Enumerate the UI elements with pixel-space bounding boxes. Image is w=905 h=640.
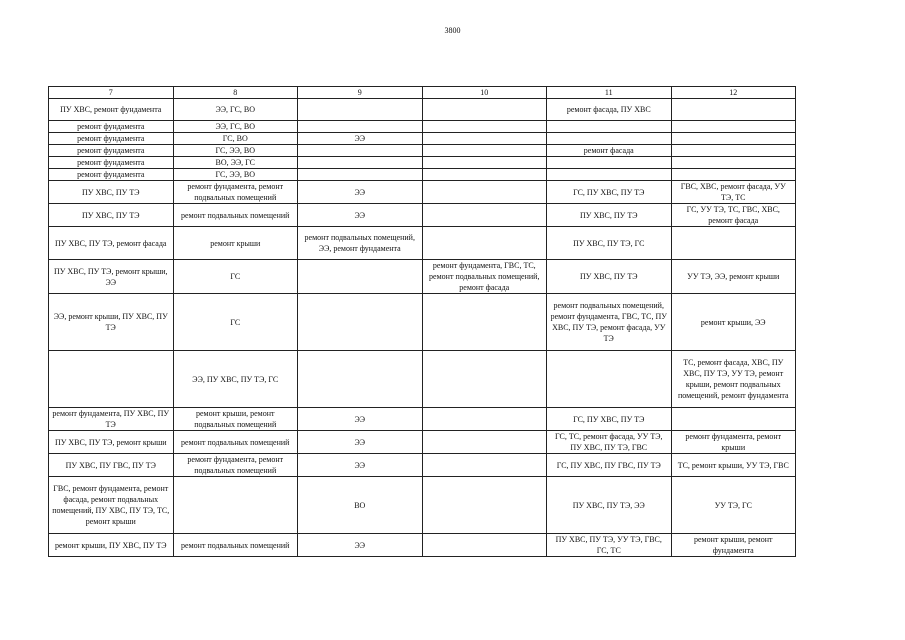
table-cell: ГС, ПУ ХВС, ПУ ТЭ: [547, 408, 672, 431]
table-cell: [671, 227, 796, 260]
table-cell: ремонт фундамента, ремонт крыши: [671, 431, 796, 454]
table-cell: ВО, ЭЭ, ГС: [173, 157, 298, 169]
table-cell: ПУ ХВС, ремонт фундамента: [49, 99, 174, 121]
table-cell: ЭЭ: [298, 204, 423, 227]
table-cell: [547, 121, 672, 133]
table-cell: [298, 169, 423, 181]
table-cell: ГВС, ремонт фундамента, ремонт фасада, ремонт подвальных помещений, ПУ ХВС, ПУ ТЭ, ТС, ремонт крыши: [49, 477, 174, 534]
page-number: 3800: [444, 26, 461, 35]
table-cell: [422, 145, 547, 157]
table-cell: ЭЭ: [298, 534, 423, 557]
table-cell: ПУ ХВС, ПУ ГВС, ПУ ТЭ: [49, 454, 174, 477]
table-cell: [671, 121, 796, 133]
table-cell: [547, 169, 672, 181]
table-cell: ТС, ремонт фасада, ХВС, ПУ ХВС, ПУ ТЭ, УУ ТЭ, ремонт крыши, ремонт подвальных помещений, ремонт фундамента: [671, 351, 796, 408]
table-cell: ГВС, ХВС, ремонт фасада, УУ ТЭ, ТС: [671, 181, 796, 204]
table-cell: ремонт подвальных помещений: [173, 204, 298, 227]
table-cell: [422, 477, 547, 534]
table-cell: ремонт фундамента: [49, 169, 174, 181]
table-row: [49, 351, 796, 408]
table-cell: ремонт фундамента, ремонт подвальных помещений: [173, 454, 298, 477]
table-row: [49, 169, 796, 181]
header-row: [49, 87, 796, 99]
table-cell: ПУ ХВС, ПУ ТЭ: [547, 204, 672, 227]
table-cell: ремонт подвальных помещений, ремонт фундамента, ГВС, ТС, ПУ ХВС, ПУ ТЭ, ремонт фасада, УУ ТЭ: [547, 294, 672, 351]
table-cell: ГС, ВО: [173, 133, 298, 145]
table-cell: ГС, ЭЭ, ВО: [173, 145, 298, 157]
table-cell: ВО: [298, 477, 423, 534]
table-cell: ЭЭ, ПУ ХВС, ПУ ТЭ, ГС: [173, 351, 298, 408]
table-cell: ремонт фундамента: [49, 157, 174, 169]
header-cell: 11: [547, 87, 672, 99]
table-row: [49, 260, 796, 294]
table-cell: ремонт подвальных помещений: [173, 534, 298, 557]
table-row: [49, 99, 796, 121]
table-cell: ЭЭ: [298, 133, 423, 145]
table-cell: ПУ ХВС, ПУ ТЭ, ГС: [547, 227, 672, 260]
table-cell: ПУ ХВС, ПУ ТЭ: [49, 181, 174, 204]
table-cell: [298, 121, 423, 133]
table-cell: [298, 351, 423, 408]
table-cell: УУ ТЭ, ЭЭ, ремонт крыши: [671, 260, 796, 294]
table-cell: ПУ ХВС, ПУ ТЭ, ремонт фасада: [49, 227, 174, 260]
table-cell: ремонт подвальных помещений: [173, 431, 298, 454]
header-cell: 10: [422, 87, 547, 99]
table-cell: [422, 99, 547, 121]
table-cell: ГС, УУ ТЭ, ТС, ГВС, ХВС, ремонт фасада: [671, 204, 796, 227]
table-row: [49, 408, 796, 431]
table-row: [49, 145, 796, 157]
table-cell: [422, 133, 547, 145]
table-row: [49, 121, 796, 133]
table-cell: [671, 99, 796, 121]
table-body: [49, 99, 796, 557]
table-cell: ремонт крыши, ЭЭ: [671, 294, 796, 351]
table-cell: [671, 157, 796, 169]
table-cell: [298, 145, 423, 157]
table-cell: [422, 169, 547, 181]
table-cell: ГС, ЭЭ, ВО: [173, 169, 298, 181]
table-cell: [298, 157, 423, 169]
table-cell: [671, 408, 796, 431]
table-cell: [671, 145, 796, 157]
table-cell: ремонт фундамента, ремонт подвальных помещений: [173, 181, 298, 204]
table-cell: ЭЭ, ГС, ВО: [173, 121, 298, 133]
table-cell: ремонт крыши: [173, 227, 298, 260]
header-cell: 9: [298, 87, 423, 99]
table-cell: ГС, ПУ ХВС, ПУ ТЭ: [547, 181, 672, 204]
table-cell: ремонт крыши, ПУ ХВС, ПУ ТЭ: [49, 534, 174, 557]
table-cell: [422, 534, 547, 557]
table-row: [49, 227, 796, 260]
table-cell: [547, 351, 672, 408]
table-cell: ремонт фасада: [547, 145, 672, 157]
table-cell: ПУ ХВС, ПУ ТЭ, ЭЭ: [547, 477, 672, 534]
table-row: [49, 181, 796, 204]
table-cell: [298, 99, 423, 121]
table-cell: ремонт фасада, ПУ ХВС: [547, 99, 672, 121]
table-row: [49, 294, 796, 351]
table-cell: ЭЭ, ГС, ВО: [173, 99, 298, 121]
table-cell: [422, 181, 547, 204]
header-cell: 7: [49, 87, 174, 99]
table-cell: [422, 431, 547, 454]
data-table: [48, 86, 796, 557]
table-cell: ЭЭ, ремонт крыши, ПУ ХВС, ПУ ТЭ: [49, 294, 174, 351]
table-cell: УУ ТЭ, ГС: [671, 477, 796, 534]
table-cell: ГС: [173, 260, 298, 294]
table-row: [49, 431, 796, 454]
table-cell: [422, 157, 547, 169]
table-cell: [298, 294, 423, 351]
table-cell: [422, 204, 547, 227]
table-cell: ПУ ХВС, ПУ ТЭ: [547, 260, 672, 294]
table-cell: ЭЭ: [298, 408, 423, 431]
table-cell: [547, 157, 672, 169]
header-cell: 12: [671, 87, 796, 99]
table-cell: [49, 351, 174, 408]
table-row: [49, 204, 796, 227]
table-cell: [422, 408, 547, 431]
table-cell: ГС, ПУ ХВС, ПУ ГВС, ПУ ТЭ: [547, 454, 672, 477]
table-cell: ЭЭ: [298, 181, 423, 204]
table-cell: ГС, ТС, ремонт фасада, УУ ТЭ, ПУ ХВС, ПУ ТЭ, ГВС: [547, 431, 672, 454]
table-cell: ГС: [173, 294, 298, 351]
table-cell: ЭЭ: [298, 431, 423, 454]
table-cell: ремонт крыши, ремонт подвальных помещений: [173, 408, 298, 431]
table-cell: [547, 133, 672, 145]
table-cell: ПУ ХВС, ПУ ТЭ: [49, 204, 174, 227]
table-cell: [422, 227, 547, 260]
table-cell: ПУ ХВС, ПУ ТЭ, ремонт крыши, ЭЭ: [49, 260, 174, 294]
table-row: [49, 477, 796, 534]
table-cell: [298, 260, 423, 294]
table-cell: [422, 454, 547, 477]
table-cell: ТС, ремонт крыши, УУ ТЭ, ГВС: [671, 454, 796, 477]
table-cell: ПУ ХВС, ПУ ТЭ, ремонт крыши: [49, 431, 174, 454]
table-cell: [671, 169, 796, 181]
table-cell: [422, 351, 547, 408]
table-cell: [422, 294, 547, 351]
table-cell: ремонт фундамента: [49, 133, 174, 145]
table-cell: ремонт фундамента: [49, 121, 174, 133]
table-row: [49, 157, 796, 169]
table-cell: ремонт подвальных помещений, ЭЭ, ремонт фундамента: [298, 227, 423, 260]
table-cell: ПУ ХВС, ПУ ТЭ, УУ ТЭ, ГВС, ГС, ТС: [547, 534, 672, 557]
table-cell: ремонт фундамента: [49, 145, 174, 157]
table-cell: ремонт фундамента, ГВС, ТС, ремонт подвальных помещений, ремонт фасада: [422, 260, 547, 294]
table-cell: [422, 121, 547, 133]
table-cell: ЭЭ: [298, 454, 423, 477]
table-cell: [173, 477, 298, 534]
header-cell: 8: [173, 87, 298, 99]
table-cell: [671, 133, 796, 145]
table-row: [49, 133, 796, 145]
table-row: [49, 534, 796, 557]
table-cell: ремонт фундамента, ПУ ХВС, ПУ ТЭ: [49, 408, 174, 431]
table-row: [49, 454, 796, 477]
table-cell: ремонт крыши, ремонт фундамента: [671, 534, 796, 557]
